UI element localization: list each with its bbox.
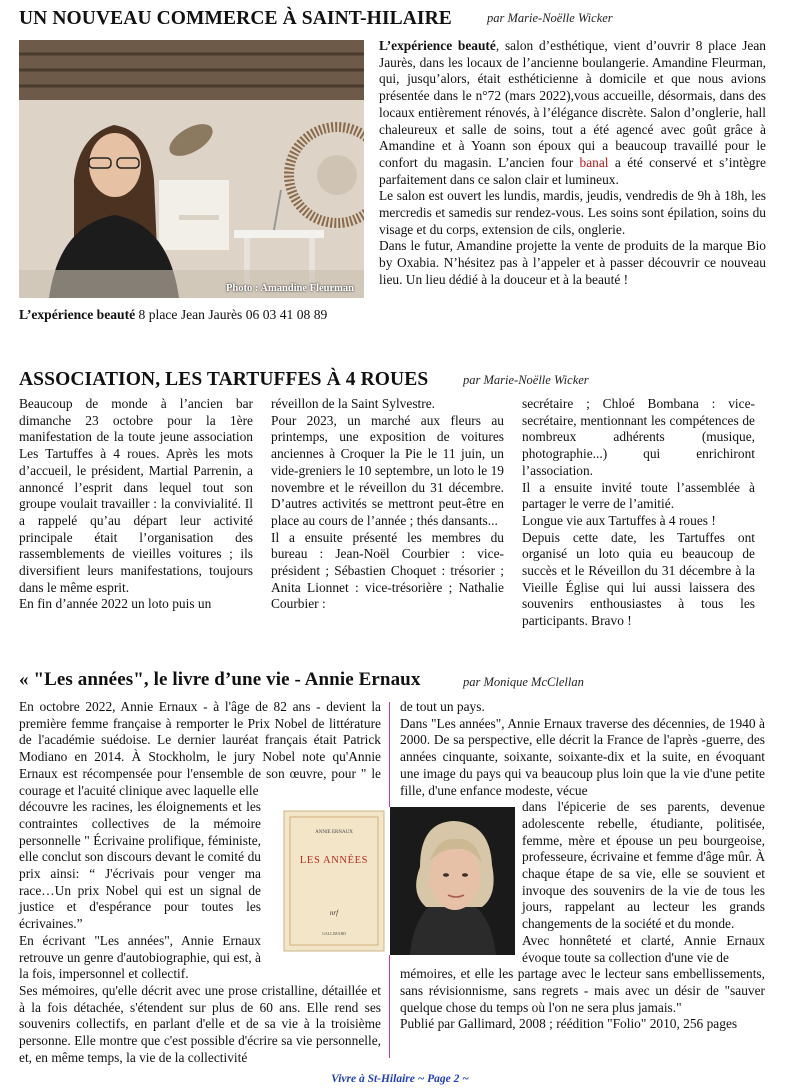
salon-photo	[19, 40, 364, 298]
article3-paragraph: de tout un pays.	[400, 699, 485, 714]
book-title-text: LES ANNÉES	[299, 855, 369, 866]
book-author-text: ANNIE ERNAUX	[315, 830, 353, 835]
article2-column-1	[19, 396, 253, 613]
article2-byline: par Marie-Noëlle Wicker	[463, 373, 589, 387]
article2-paragraph: Depuis cette date, les Tartuffes ont organisé un loto quia eu beaucoup de succès et le Réveillon du 31 décembre à la Vieille Église qui lui aussi laissera des souvenirs enthousiastes à tous les participants. Bravo !	[522, 529, 755, 629]
article2-column-3	[522, 396, 755, 630]
salon-photo-illustration	[19, 40, 364, 298]
article3-paragraph: Publié par Gallimard, 2008 ; réédition "Folio" 2010, 256 pages	[400, 1016, 738, 1032]
article2-title: ASSOCIATION, LES TARTUFFES À 4 ROUES	[19, 369, 429, 390]
article2-paragraph: secrétaire ; Chloé Bombana : vice-secrétaire, mentionnant les compétences de nombreux adhérents (musique, photographie...) qui enrichiront l’association.	[522, 396, 755, 478]
photo-credit: Photo : Amandine Fleurman	[225, 283, 354, 294]
article1-title: UN NOUVEAU COMMERCE À SAINT-HILAIRE	[19, 8, 452, 29]
photo-caption	[19, 307, 327, 323]
article2-paragraph: Il a ensuite présenté les membres du bureau : Jean-Noël Courbier : vice-président ; Sébastien Choquet : trésorier ; Anita Lionnet : vice-trésorière ; Nathalie Courbier :	[271, 529, 504, 612]
article1-text: a été conservé et s’intègre parfaitement dans ce salon clair et lumineux.	[379, 154, 766, 187]
article2-column-2	[271, 396, 504, 613]
article3-paragraph: Ses mémoires, qu'elle décrit avec une prose cristalline, détaillée et à la fois détachée, s'étendent sur plus de 60 ans. Elle rend ses souvenirs collectifs, en parlant d'elle et de sa vie à la troisième personne. Elle montre que c'est possible d'écrire sa vie personnelle, et, en même temps, la vie de la collectivité	[19, 982, 381, 1065]
article2-paragraph: Il a ensuite invité toute l’assemblée à partager le verre de l’amitié.	[522, 479, 755, 512]
book-publisher-text: GALLIMARD	[322, 931, 346, 936]
article3-paragraph: Dans "Les années", Annie Ernaux traverse des décennies, de 1940 à 2000. De sa perspective, elle décrit la France de l'après -guerre, des années cinquante, soixante, soixante-dix et la suite, en évoquant une image du pays qui va beaucoup plus loin que la vie d'une petite fille, d'une enfance modeste, vécue	[400, 715, 765, 798]
highlighted-word: banal	[579, 154, 609, 170]
article2-paragraph: En fin d’année 2022 un loto puis un	[19, 596, 212, 612]
book-cover-and-author-photo	[270, 807, 515, 955]
article1-text: , salon d’esthétique, vient d’ouvrir 8 place Jean Jaurès, dans les locaux de l’ancienne boulangerie. Amandine Fleurman, qui, jusqu’alors, était esthéticienne à domicile et que nous avions présentée dans le n°72 (mars 2022),vous accueille, désormais, dans des locaux entièrement rénovés, à l’élégance discrète. Salon d’onglerie, hall chaleureux et salle de soins, tout a été agencé avec goût grâce à Amandine et à Yoann son époux qui a beaucoup travaillé pour le confort du magasin. L’ancien four	[379, 38, 766, 170]
article3-narrow-block	[522, 799, 765, 966]
article3-title: « "Les années", le livre d’une vie - Annie Ernaux	[19, 669, 421, 690]
article3-paragraph: En écrivant "Les années", Annie Ernaux retrouve un genre d'autobiographie, qui est, à la fois, impersonnel et collectif.	[19, 932, 261, 982]
article2-paragraph: Pour 2023, un marché aux fleurs au printemps, une exposition de voitures anciennes à Croquer la Pie le 11 juin, un vide-greniers le 10 septembre, un loto le 19 novembre et le réveillon du 31 décembre. D’autres activités se mettront peut-être en place au cours de l’année ; thés dansants...	[271, 412, 504, 528]
article3-byline: par Monique McClellan	[463, 675, 584, 689]
article3-paragraph: En octobre 2022, Annie Ernaux - à l'âge de 82 ans - devient la première femme française à remporter le Prix Nobel de littérature de l'académie suédoise. Le dernier lauréat français était Patrick Modiano en 2014. À Stockholm, le jury Nobel note qu'Annie Ernaux est récompensée pour l'ensemble de son œuvre, pour " le courage et l'acuité clinique avec laquelle elle	[19, 699, 381, 798]
article3-paragraph: Avec honnêteté et clarté, Annie Ernaux évoque toute sa collection d'une vie de	[522, 932, 765, 965]
article3-paragraph: dans l'épicerie de ses parents, devenue adolescente rebelle, étudiante, politisée, femme, mère et épouse un peu bourgeoise, professeure, écrivaine et femme d'âge mûr. À chaque étape de sa vie, elle se souvient et invoque des souvenirs de la vie de tous les jours, rappelant au lecteur les grands changements de la société et du monde.	[522, 799, 765, 932]
article2-paragraph: Beaucoup de monde à l’ancien bar dimanche 23 octobre pour la 1ère manifestation de la toute jeune association Les Tartuffes à 4 roues. Après les mots d’accueil, le président, Martial Parrenin, a annoncé l’esprit dans lequel tout son groupe voulait travailler : la convivialité. Il a rappelé qu’au départ leur activité principale était l’organisation des rassemblements de vieilles voitures ; ils diversifient leurs manifestations, toujours dans le même esprit.	[19, 396, 253, 595]
page-footer: Vivre à St-Hilaire ~ Page 2 ~	[331, 1073, 469, 1085]
article2-paragraph: réveillon de la Saint Sylvestre.	[271, 396, 435, 411]
article1-paragraph: Le salon est ouvert les lundis, mardis, jeudis, vendredis de 9h à 18h, les mercredis et samedis sur rendez-vous. Les soins sont épilation, soins du visage et du corps, extension de cils, onglerie.	[379, 188, 766, 237]
article3-paragraph: mémoires, et elle les partage avec le lecteur sans embellissements, sans révisionnisme, sans regrets - mais avec un désir de "sauver quelque chose du temps où l'on ne sera plus jamais."	[400, 966, 765, 1015]
article1-paragraph: Dans le futur, Amandine projette la vente de produits de la marque Bio by Oxabia. N’hésitez pas à l’appeler et à passer découvrir ce nouveau lieu. Un lieu dédié à la douceur et à la beauté !	[379, 238, 766, 287]
article2-paragraph: Longue vie aux Tartuffes à 4 roues !	[522, 512, 716, 528]
article1-body	[379, 38, 766, 289]
article3-paragraph: découvre les racines, les éloignements et les contraintes collectives de la mémoire personnelle " Écrivaine prolifique, féministe, elle conclut son discours devant le comité du prix ainsi: “ J'écrivais pour venger ma race…Un prix Nobel qui est un signal de justice et d'espérance pour toutes les écrivaines.”	[19, 799, 261, 932]
book-imprint-mark: nrf	[329, 909, 339, 917]
book-and-portrait-illustration	[270, 807, 515, 955]
article1-paragraph	[379, 38, 766, 188]
caption-address-phone: 8 place Jean Jaurès 06 03 41 08 89	[135, 307, 328, 322]
salon-name: L’expérience beauté	[379, 38, 496, 53]
caption-business-name: L’expérience beauté	[19, 307, 136, 322]
article3-narrow-block	[19, 799, 261, 983]
article1-byline: par Marie-Noëlle Wicker	[487, 11, 613, 25]
